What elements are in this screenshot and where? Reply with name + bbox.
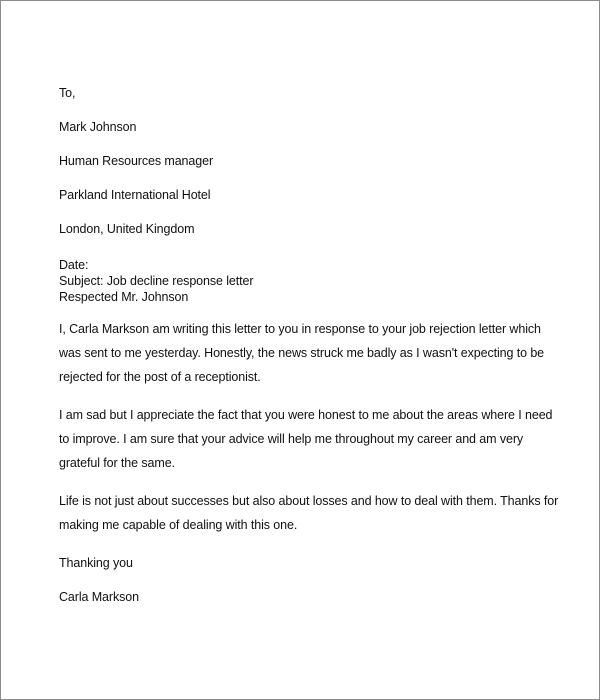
body-paragraph: I am sad but I appreciate the fact that you were honest to me about the areas where I need to improve. I am sure that your advice will help me throughout my career and am very grateful for the same.: [59, 408, 553, 470]
signature-line: Carla Markson: [59, 590, 139, 604]
subject-line: Subject: Job decline response letter: [59, 274, 254, 288]
recipient-location: London, United Kingdom: [59, 222, 195, 236]
greeting-line: Respected Mr. Johnson: [59, 290, 189, 304]
recipient-company: Parkland International Hotel: [59, 188, 211, 202]
recipient-title: Human Resources manager: [59, 154, 214, 168]
body-paragraph: I, Carla Markson am writing this letter to you in response to your job rejection letter which was sent to me yesterday. Honestly, the news struck me badly as I wasn't expecting to be rejected for the post of a receptionist.: [59, 322, 545, 384]
paragraph-block-1: [59, 317, 559, 389]
body-paragraph: Life is not just about successes but also about losses and how to deal with them. Thanks for making me capable of dealing with this one.: [59, 494, 559, 532]
closing-line: Thanking you: [59, 556, 133, 570]
paragraph-block-2: [59, 403, 559, 475]
salutation: To,: [59, 86, 76, 100]
recipient-name: Mark Johnson: [59, 120, 137, 134]
date-line: Date:: [59, 258, 89, 272]
letter-body: [59, 85, 559, 605]
paragraph-block-3: [59, 489, 559, 537]
